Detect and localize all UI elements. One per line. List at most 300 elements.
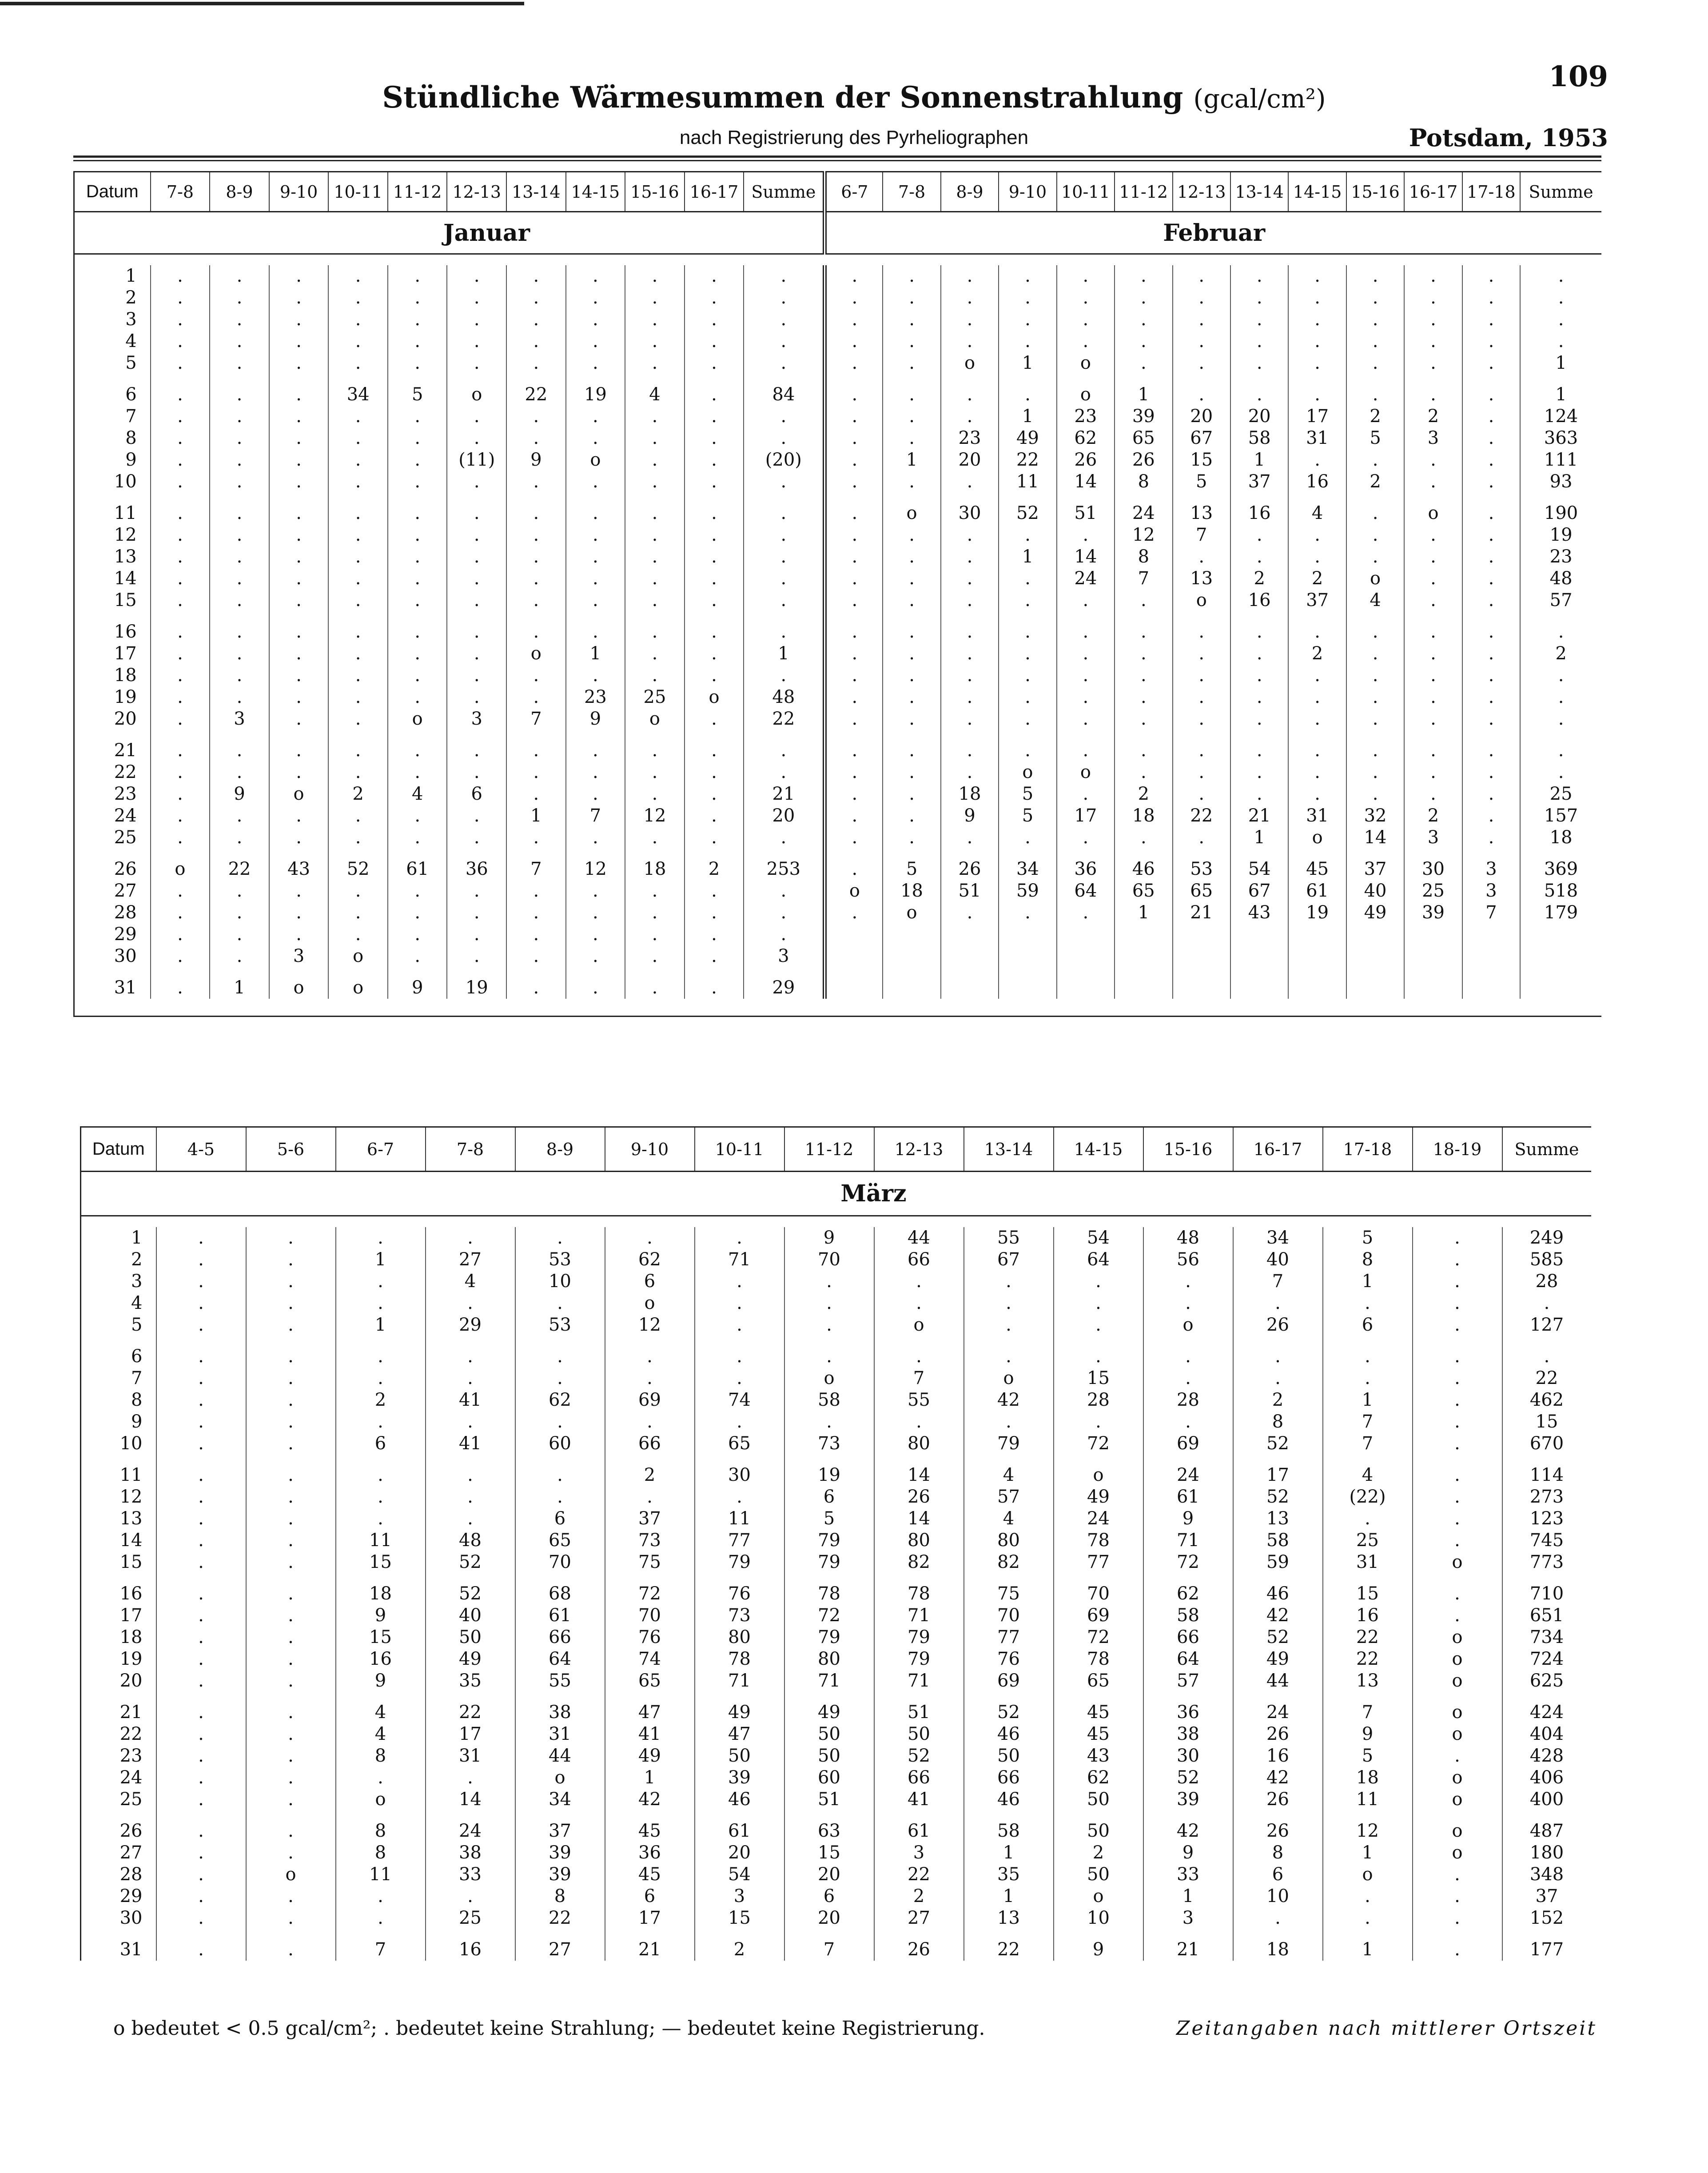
mar-value-cell: . — [156, 1486, 246, 1508]
mar-value-cell — [246, 1810, 336, 1820]
feb-value-cell: . — [1230, 524, 1288, 546]
jan-value-cell: . — [328, 924, 388, 945]
feb-value-cell: 49 — [999, 427, 1056, 449]
table-row — [74, 546, 1602, 568]
datum-cell: 8 — [74, 427, 151, 449]
mar-value-cell: . — [426, 1346, 515, 1368]
feb-value-cell: . — [1173, 643, 1230, 665]
mar-value-cell: 17 — [426, 1723, 515, 1745]
jan-value-cell: 3 — [447, 708, 506, 730]
feb-value-cell: . — [999, 331, 1056, 352]
mar-value-cell: 82 — [964, 1551, 1054, 1573]
mar-value-cell: 249 — [1502, 1227, 1591, 1249]
mar-value-cell — [1413, 1692, 1502, 1702]
jan-value-cell: . — [744, 924, 825, 945]
feb-value-cell: . — [1115, 287, 1172, 309]
mar-value-cell — [246, 1692, 336, 1702]
jan-value-cell: 20 — [744, 805, 825, 827]
feb-value-cell: . — [999, 265, 1056, 287]
jan-value-cell: . — [151, 924, 210, 945]
jan-value-cell: . — [566, 502, 625, 524]
feb-value-cell: . — [1462, 331, 1520, 352]
feb-value-cell: 1 — [883, 449, 940, 471]
mar-value-cell: . — [246, 1486, 336, 1508]
mar-hour-header: 13-14 — [964, 1127, 1054, 1172]
mar-hour-header: 4-5 — [156, 1127, 246, 1172]
mar-value-cell: . — [426, 1227, 515, 1249]
mar-value-cell: 3 — [1143, 1907, 1233, 1929]
jan-value-cell: . — [328, 686, 388, 708]
mar-value-cell: o — [874, 1314, 964, 1336]
mar-value-cell: 77 — [695, 1530, 784, 1551]
feb-value-cell: . — [825, 449, 883, 471]
mar-value-cell: 49 — [1054, 1486, 1143, 1508]
jan-value-cell: . — [625, 568, 685, 590]
mar-value-cell: 16 — [426, 1939, 515, 1961]
feb-value-cell: . — [1288, 708, 1346, 730]
mar-value-cell: . — [246, 1702, 336, 1723]
jan-value-cell: . — [744, 524, 825, 546]
table-row — [74, 384, 1602, 406]
mar-value-cell — [784, 1692, 874, 1702]
jan-value-cell: . — [625, 783, 685, 805]
feb-value-cell: . — [825, 805, 883, 827]
feb-value-cell: 17 — [1057, 805, 1115, 827]
feb-value-cell: . — [1057, 524, 1115, 546]
feb-value-cell: . — [1230, 331, 1288, 352]
jan-value-cell: o — [685, 686, 744, 708]
feb-value-cell: . — [1288, 265, 1346, 287]
mar-value-cell: 180 — [1502, 1842, 1591, 1864]
mar-value-cell — [515, 1455, 605, 1464]
jan-value-cell: . — [447, 287, 506, 309]
mar-value-cell — [1233, 1336, 1323, 1346]
mar-value-cell: 14 — [874, 1464, 964, 1486]
mar-value-cell: 20 — [784, 1907, 874, 1929]
mar-value-cell: 52 — [1233, 1486, 1323, 1508]
feb-value-cell: 369 — [1520, 858, 1601, 880]
mar-hour-header: 12-13 — [874, 1127, 964, 1172]
jan-value-cell: 2 — [685, 858, 744, 880]
mar-value-cell: 42 — [1143, 1820, 1233, 1842]
mar-value-cell: 36 — [1143, 1702, 1233, 1723]
feb-value-cell: . — [1346, 309, 1404, 331]
jan-value-cell: . — [388, 406, 447, 427]
mar-value-cell — [1323, 1810, 1413, 1820]
table-row — [74, 471, 1602, 493]
mar-value-cell: 11 — [695, 1508, 784, 1530]
mar-value-cell: 14 — [426, 1789, 515, 1810]
datum-cell: 7 — [81, 1368, 156, 1389]
mar-value-cell: 71 — [874, 1605, 964, 1627]
datum-cell: 2 — [81, 1249, 156, 1271]
feb-value-cell: 30 — [1404, 858, 1462, 880]
mar-value-cell: 44 — [515, 1745, 605, 1767]
table-row — [74, 805, 1602, 827]
jan-value-cell: 52 — [328, 858, 388, 880]
jan-value-cell: . — [328, 406, 388, 427]
jan-value-cell: . — [269, 902, 329, 924]
row-group-gap — [74, 611, 1602, 621]
mar-value-cell: 39 — [1143, 1789, 1233, 1810]
mar-value-cell: . — [246, 1886, 336, 1907]
mar-value-cell — [605, 1573, 695, 1583]
feb-value-cell: 7 — [1115, 568, 1172, 590]
mar-value-cell: 7 — [1233, 1271, 1323, 1292]
mar-value-cell — [1233, 1810, 1323, 1820]
table-row — [81, 1486, 1591, 1508]
jan-value-cell — [151, 611, 210, 621]
feb-value-cell: . — [1404, 352, 1462, 374]
datum-cell: 6 — [74, 384, 151, 406]
feb-value-cell: 20 — [941, 449, 999, 471]
mar-value-cell: . — [156, 1368, 246, 1389]
feb-value-cell: . — [1057, 665, 1115, 686]
mar-value-cell: . — [246, 1723, 336, 1745]
jan-value-cell: . — [151, 880, 210, 902]
feb-value-cell — [1230, 374, 1288, 384]
jan-value-cell: . — [566, 621, 625, 643]
jan-value-cell: . — [210, 406, 269, 427]
mar-value-cell: 20 — [784, 1864, 874, 1886]
mar-value-cell: 61 — [515, 1605, 605, 1627]
jan-value-cell: . — [328, 427, 388, 449]
jan-value-cell: . — [328, 471, 388, 493]
feb-value-cell: . — [1173, 546, 1230, 568]
feb-value-cell: . — [825, 568, 883, 590]
feb-value-cell: . — [1057, 331, 1115, 352]
feb-value-cell: . — [1173, 740, 1230, 762]
mar-value-cell: . — [246, 1820, 336, 1842]
jan-value-cell: . — [269, 524, 329, 546]
row-group-gap — [81, 1573, 1591, 1583]
jan-value-cell: . — [566, 546, 625, 568]
mar-value-cell: 16 — [1233, 1745, 1323, 1767]
mar-value-cell: 39 — [695, 1767, 784, 1789]
mar-value-cell: o — [336, 1789, 426, 1810]
feb-value-cell: 39 — [1115, 406, 1172, 427]
feb-value-cell: . — [1057, 902, 1115, 924]
feb-value-cell — [1230, 493, 1288, 502]
feb-value-cell — [1520, 945, 1601, 967]
mar-value-cell: . — [1323, 1346, 1413, 1368]
mar-value-cell: 745 — [1502, 1530, 1591, 1551]
mar-value-cell: 30 — [1143, 1745, 1233, 1767]
feb-value-cell — [1288, 924, 1346, 945]
mar-value-cell: 52 — [426, 1551, 515, 1573]
jan-value-cell: . — [328, 902, 388, 924]
jan-value-cell — [388, 849, 447, 858]
feb-hour-header: 10-11 — [1057, 172, 1115, 212]
table-row — [74, 665, 1602, 686]
mar-value-cell — [1233, 1573, 1323, 1583]
feb-value-cell — [1115, 849, 1172, 858]
mar-value-cell: 1 — [964, 1842, 1054, 1864]
mar-hour-header: 18-19 — [1413, 1127, 1502, 1172]
mar-value-cell: o — [1054, 1886, 1143, 1907]
mar-hour-header: 8-9 — [515, 1127, 605, 1172]
mar-value-cell: 5 — [784, 1508, 874, 1530]
jan-value-cell: . — [566, 309, 625, 331]
datum-cell: 24 — [74, 805, 151, 827]
feb-value-cell: . — [1115, 708, 1172, 730]
datum-cell: 15 — [74, 590, 151, 611]
feb-value-cell — [825, 374, 883, 384]
table-row — [74, 762, 1602, 783]
table-march — [80, 1126, 1591, 1961]
feb-value-cell: . — [1288, 384, 1346, 406]
feb-value-cell — [1462, 849, 1520, 858]
jan-value-cell: . — [625, 287, 685, 309]
feb-value-cell: 23 — [941, 427, 999, 449]
mar-value-cell: 72 — [1054, 1627, 1143, 1648]
feb-value-cell: 15 — [1173, 449, 1230, 471]
mar-value-cell: 49 — [1233, 1648, 1323, 1670]
mar-value-cell — [874, 1692, 964, 1702]
jan-value-cell: . — [625, 590, 685, 611]
feb-value-cell — [1346, 945, 1404, 967]
feb-value-cell: . — [1346, 665, 1404, 686]
mar-value-cell: 65 — [695, 1433, 784, 1455]
mar-value-cell: . — [874, 1271, 964, 1292]
mar-value-cell: 78 — [695, 1648, 784, 1670]
feb-value-cell: . — [1404, 665, 1462, 686]
feb-value-cell — [1230, 611, 1288, 621]
mar-value-cell — [336, 1336, 426, 1346]
mar-value-cell: 4 — [964, 1464, 1054, 1486]
feb-value-cell: 21 — [1230, 805, 1288, 827]
mar-value-cell — [1054, 1810, 1143, 1820]
feb-value-cell: 43 — [1230, 902, 1288, 924]
feb-value-cell — [1462, 967, 1520, 977]
jan-value-cell: . — [151, 902, 210, 924]
mar-value-cell: 79 — [784, 1627, 874, 1648]
feb-value-cell: 2 — [1520, 643, 1601, 665]
jan-value-cell: . — [744, 406, 825, 427]
mar-value-cell: 61 — [695, 1820, 784, 1842]
feb-value-cell: 3 — [1404, 827, 1462, 849]
feb-value-cell: . — [1404, 762, 1462, 783]
mar-value-cell: 45 — [1054, 1723, 1143, 1745]
mar-value-cell — [784, 1573, 874, 1583]
feb-value-cell — [941, 924, 999, 945]
mar-value-cell — [874, 1929, 964, 1939]
jan-value-cell: . — [566, 524, 625, 546]
table-row — [81, 1346, 1591, 1368]
feb-value-cell: 5 — [1173, 471, 1230, 493]
feb-value-cell: 52 — [999, 502, 1056, 524]
jan-value-cell: . — [269, 568, 329, 590]
jan-value-cell: . — [151, 406, 210, 427]
datum-cell: 24 — [81, 1767, 156, 1789]
jan-value-cell: . — [447, 352, 506, 374]
feb-value-cell: . — [999, 621, 1056, 643]
jan-hour-header: 14-15 — [566, 172, 625, 212]
datum-cell: 26 — [81, 1820, 156, 1842]
mar-value-cell: . — [1413, 1486, 1502, 1508]
mar-value-cell — [1054, 1692, 1143, 1702]
feb-value-cell: . — [1346, 352, 1404, 374]
feb-value-cell: 62 — [1057, 427, 1115, 449]
mar-value-cell: 76 — [605, 1627, 695, 1648]
jan-value-cell — [269, 967, 329, 977]
feb-value-cell: 37 — [1346, 858, 1404, 880]
feb-value-cell: . — [1288, 449, 1346, 471]
mar-value-cell: 10 — [515, 1271, 605, 1292]
jan-value-cell — [328, 374, 388, 384]
jan-value-cell: . — [685, 265, 744, 287]
feb-value-cell: o — [1057, 384, 1115, 406]
jan-value-cell — [269, 730, 329, 740]
mar-value-cell: . — [1143, 1271, 1233, 1292]
jan-value-cell: . — [744, 287, 825, 309]
table-row — [81, 1530, 1591, 1551]
mar-value-cell: . — [156, 1723, 246, 1745]
jan-value-cell: . — [447, 406, 506, 427]
feb-value-cell: . — [1462, 827, 1520, 849]
jan-value-cell — [625, 967, 685, 977]
feb-value-cell — [1520, 493, 1601, 502]
feb-value-cell: 1 — [1115, 902, 1172, 924]
table-row — [74, 287, 1602, 309]
table-row — [74, 708, 1602, 730]
table-row — [74, 924, 1602, 945]
mar-hour-header: 15-16 — [1143, 1127, 1233, 1172]
jan-value-cell: . — [744, 471, 825, 493]
mar-value-cell: 8 — [336, 1820, 426, 1842]
jan-value-cell: . — [447, 546, 506, 568]
mar-value-cell: 27 — [515, 1939, 605, 1961]
feb-value-cell: . — [1462, 352, 1520, 374]
datum-cell: 28 — [81, 1864, 156, 1886]
datum-cell: 25 — [74, 827, 151, 849]
mar-value-cell: 50 — [1054, 1789, 1143, 1810]
jan-value-cell: . — [210, 502, 269, 524]
mar-value-cell: 43 — [1054, 1745, 1143, 1767]
table-january-february — [73, 171, 1601, 1017]
jan-value-cell: . — [388, 827, 447, 849]
mar-value-cell: 37 — [515, 1820, 605, 1842]
mar-value-cell: 80 — [784, 1648, 874, 1670]
feb-value-cell: . — [1288, 331, 1346, 352]
mar-value-cell — [605, 1455, 695, 1464]
mar-value-cell: . — [1413, 1389, 1502, 1411]
feb-value-cell — [1462, 924, 1520, 945]
mar-value-cell: 25 — [1323, 1530, 1413, 1551]
feb-value-cell: 34 — [999, 858, 1056, 880]
feb-value-cell: . — [1288, 740, 1346, 762]
table-row — [74, 902, 1602, 924]
mar-value-cell: 24 — [1054, 1508, 1143, 1530]
feb-value-cell: . — [999, 708, 1056, 730]
feb-hour-header: 9-10 — [999, 172, 1056, 212]
feb-value-cell: . — [825, 621, 883, 643]
mar-value-cell: . — [1323, 1907, 1413, 1929]
mar-value-cell: 15 — [336, 1627, 426, 1648]
jan-value-cell: 3 — [744, 945, 825, 967]
mar-value-cell: . — [515, 1368, 605, 1389]
feb-value-cell: . — [883, 568, 940, 590]
feb-hour-header: 6-7 — [825, 172, 883, 212]
feb-value-cell: . — [1462, 471, 1520, 493]
feb-value-cell — [1173, 924, 1230, 945]
jan-value-cell: 12 — [625, 805, 685, 827]
feb-value-cell: 1 — [1230, 827, 1288, 849]
jan-value-cell: . — [328, 265, 388, 287]
table-row — [81, 1389, 1591, 1411]
feb-value-cell: . — [1230, 309, 1288, 331]
mar-value-cell: 40 — [1233, 1249, 1323, 1271]
jan-value-cell — [447, 493, 506, 502]
mar-value-cell: 77 — [964, 1627, 1054, 1648]
mar-value-cell: 41 — [874, 1789, 964, 1810]
feb-value-cell — [1115, 977, 1172, 999]
feb-value-cell — [999, 924, 1056, 945]
mar-value-cell: 38 — [426, 1842, 515, 1864]
mar-value-cell: . — [426, 1486, 515, 1508]
mar-value-cell: 69 — [1054, 1605, 1143, 1627]
mar-value-cell: 56 — [1143, 1249, 1233, 1271]
mar-value-cell: . — [1233, 1907, 1323, 1929]
feb-value-cell: . — [883, 805, 940, 827]
feb-value-cell — [1288, 849, 1346, 858]
mar-value-cell: . — [695, 1346, 784, 1368]
mar-value-cell — [1502, 1692, 1591, 1702]
mar-value-cell: 64 — [515, 1648, 605, 1670]
jan-value-cell — [388, 374, 447, 384]
jan-value-cell: . — [269, 665, 329, 686]
feb-value-cell: . — [1462, 309, 1520, 331]
jan-value-cell: 48 — [744, 686, 825, 708]
jan-value-cell: . — [566, 827, 625, 849]
mar-value-cell: . — [784, 1314, 874, 1336]
datum-cell — [74, 374, 151, 384]
mar-value-cell: 66 — [515, 1627, 605, 1648]
feb-value-cell: . — [1115, 331, 1172, 352]
jan-value-cell: . — [625, 643, 685, 665]
mar-value-cell: 58 — [964, 1820, 1054, 1842]
mar-value-cell: 28 — [1143, 1389, 1233, 1411]
jan-value-cell — [625, 493, 685, 502]
mar-value-cell: 42 — [964, 1389, 1054, 1411]
jan-value-cell: . — [388, 880, 447, 902]
jan-value-cell — [625, 374, 685, 384]
feb-value-cell — [883, 945, 940, 967]
datum-cell: 21 — [81, 1702, 156, 1723]
mar-value-cell: 24 — [1233, 1702, 1323, 1723]
jan-value-cell — [210, 374, 269, 384]
jan-value-cell: . — [210, 665, 269, 686]
feb-value-cell: . — [1173, 384, 1230, 406]
mar-value-cell: 75 — [964, 1583, 1054, 1605]
feb-value-cell — [1288, 977, 1346, 999]
jan-value-cell: . — [210, 880, 269, 902]
jan-value-cell: . — [388, 805, 447, 827]
feb-value-cell: 1 — [999, 546, 1056, 568]
feb-value-cell — [1404, 967, 1462, 977]
datum-cell: 18 — [74, 665, 151, 686]
mar-value-cell: 62 — [1143, 1583, 1233, 1605]
jan-value-cell: . — [566, 471, 625, 493]
datum-cell: 28 — [74, 902, 151, 924]
feb-value-cell: . — [1462, 783, 1520, 805]
mar-value-cell: 69 — [964, 1670, 1054, 1692]
mar-value-cell: . — [1233, 1292, 1323, 1314]
mar-value-cell: 9 — [1143, 1508, 1233, 1530]
jan-value-cell: 22 — [744, 708, 825, 730]
mar-value-cell: 13 — [1233, 1508, 1323, 1530]
datum-cell: 5 — [74, 352, 151, 374]
